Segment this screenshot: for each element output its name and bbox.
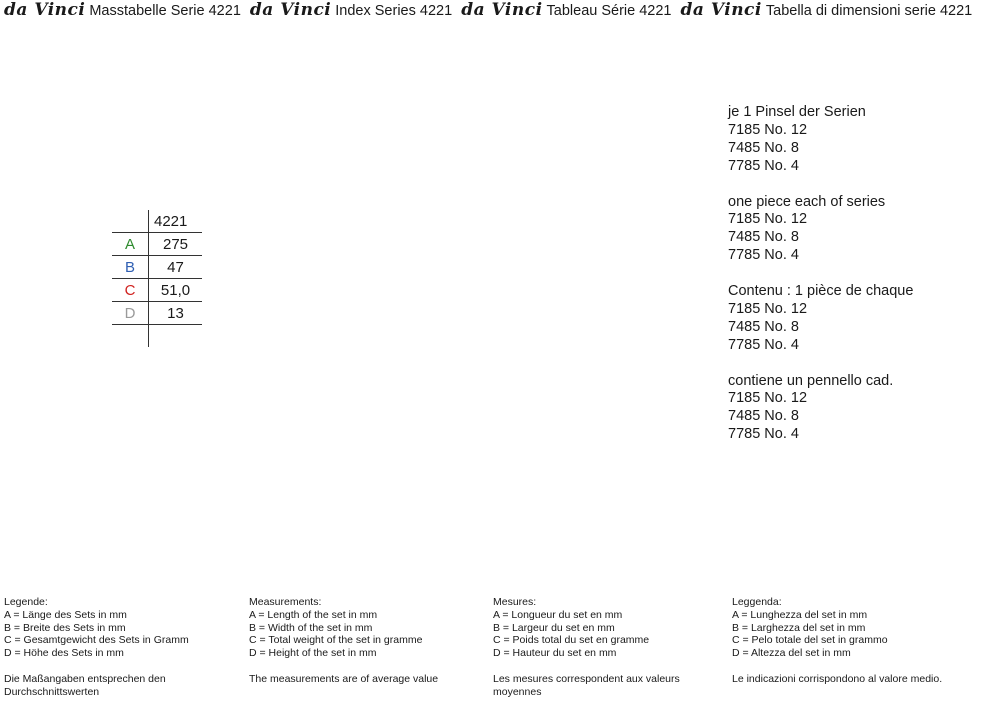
table-header-row [112, 210, 202, 233]
legend-line: A = Longueur du set en mm [493, 608, 623, 621]
contents-item: 7785 No. 4 [728, 336, 799, 353]
set-contents [728, 104, 988, 462]
brand-logo-de: da Vinci [4, 0, 86, 20]
contents-intro: one piece each of series [728, 193, 886, 210]
legend-line: C = Gesamtgewicht des Sets in Gramm [4, 634, 189, 647]
contents-item: 7185 No. 12 [728, 390, 808, 407]
legend-line: D = Hauteur du set en mm [493, 647, 617, 660]
legend-line: B = Breite des Sets in mm [4, 621, 126, 634]
contents-item: 7785 No. 4 [728, 157, 799, 174]
legend-line: A = Lunghezza del set in mm [732, 608, 868, 621]
table-row [112, 279, 202, 302]
legend-line: D = Altezza del set in mm [732, 647, 851, 660]
contents-intro: contiene un pennello cad. [728, 372, 894, 389]
legend-note: The measurements are of average value [249, 672, 439, 685]
row-value-c: 51,0 [149, 279, 203, 302]
contents-item: 7485 No. 8 [728, 139, 799, 156]
legend-note: Les mesures correspondent aux valeurs [493, 672, 680, 685]
table-row-empty [112, 325, 202, 348]
legend-fr [493, 596, 680, 699]
legend-line: B = Larghezza del set in mm [732, 621, 866, 634]
row-value-a: 275 [149, 233, 203, 256]
contents-item: 7185 No. 12 [728, 211, 808, 228]
brand-logo-it: da Vinci [680, 0, 762, 20]
row-value-b: 47 [149, 256, 203, 279]
legend-line: C = Total weight of the set in gramme [249, 634, 423, 647]
legend-line: C = Pelo totale del set in grammo [732, 634, 888, 647]
legend-en [249, 596, 438, 686]
contents-item: 7185 No. 12 [728, 121, 808, 138]
legend-note: Durchschnittswerten [4, 685, 100, 698]
row-label-a: A [112, 233, 149, 256]
contents-intro: Contenu : 1 pièce de chaque [728, 283, 914, 300]
legend-line: A = Length of the set in mm [249, 608, 378, 621]
contents-intro: je 1 Pinsel der Serien [728, 104, 866, 120]
dimension-table [112, 210, 202, 347]
contents-item: 7785 No. 4 [728, 247, 799, 264]
brand-logo-fr: da Vinci [461, 0, 543, 20]
contents-block-fr [728, 283, 988, 355]
legend-heading: Legende: [4, 596, 48, 608]
contents-item: 7785 No. 4 [728, 426, 799, 443]
row-label-d: D [112, 302, 149, 325]
legend-line: D = Höhe des Sets in mm [4, 647, 124, 660]
legend-line: D = Height of the set in mm [249, 647, 377, 660]
table-row [112, 302, 202, 325]
series-column-header: 4221 [149, 210, 203, 233]
table-row [112, 256, 202, 279]
contents-item: 7185 No. 12 [728, 300, 808, 317]
legend-de [4, 596, 189, 699]
legend-heading: Mesures: [493, 596, 537, 608]
legend-line: A = Länge des Sets in mm [4, 608, 127, 621]
legend-heading: Measurements: [249, 596, 322, 608]
contents-item: 7485 No. 8 [728, 408, 799, 425]
header-title-en: Index Series 4221 [335, 3, 453, 19]
brand-logo-en: da Vinci [249, 0, 332, 20]
legend-it [732, 596, 942, 686]
contents-block-de [728, 104, 988, 176]
legend-note: Le indicazioni corrispondono al valore medio. [732, 672, 943, 685]
contents-item: 7485 No. 8 [728, 318, 799, 335]
legend-line: B = Width of the set in mm [249, 621, 373, 634]
legend-note: moyennes [493, 685, 542, 698]
row-label-c: C [112, 279, 149, 302]
legend-line: B = Largeur du set en mm [493, 621, 615, 634]
legend-heading: Leggenda: [732, 596, 782, 608]
header-title-it: Tabella di dimensioni serie 4221 [765, 3, 973, 19]
table-row [112, 233, 202, 256]
contents-block-en [728, 194, 988, 266]
page-header [4, 0, 996, 22]
header-title-de: Masstabelle Serie 4221 [89, 3, 241, 19]
legend-line: C = Poids total du set en gramme [493, 634, 650, 647]
contents-item: 7485 No. 8 [728, 229, 799, 246]
header-title-fr: Tableau Série 4221 [546, 3, 672, 19]
row-value-d: 13 [149, 302, 203, 325]
legend-note: Die Maßangaben entsprechen den [4, 672, 166, 685]
contents-block-it [728, 373, 988, 445]
row-label-b: B [112, 256, 149, 279]
